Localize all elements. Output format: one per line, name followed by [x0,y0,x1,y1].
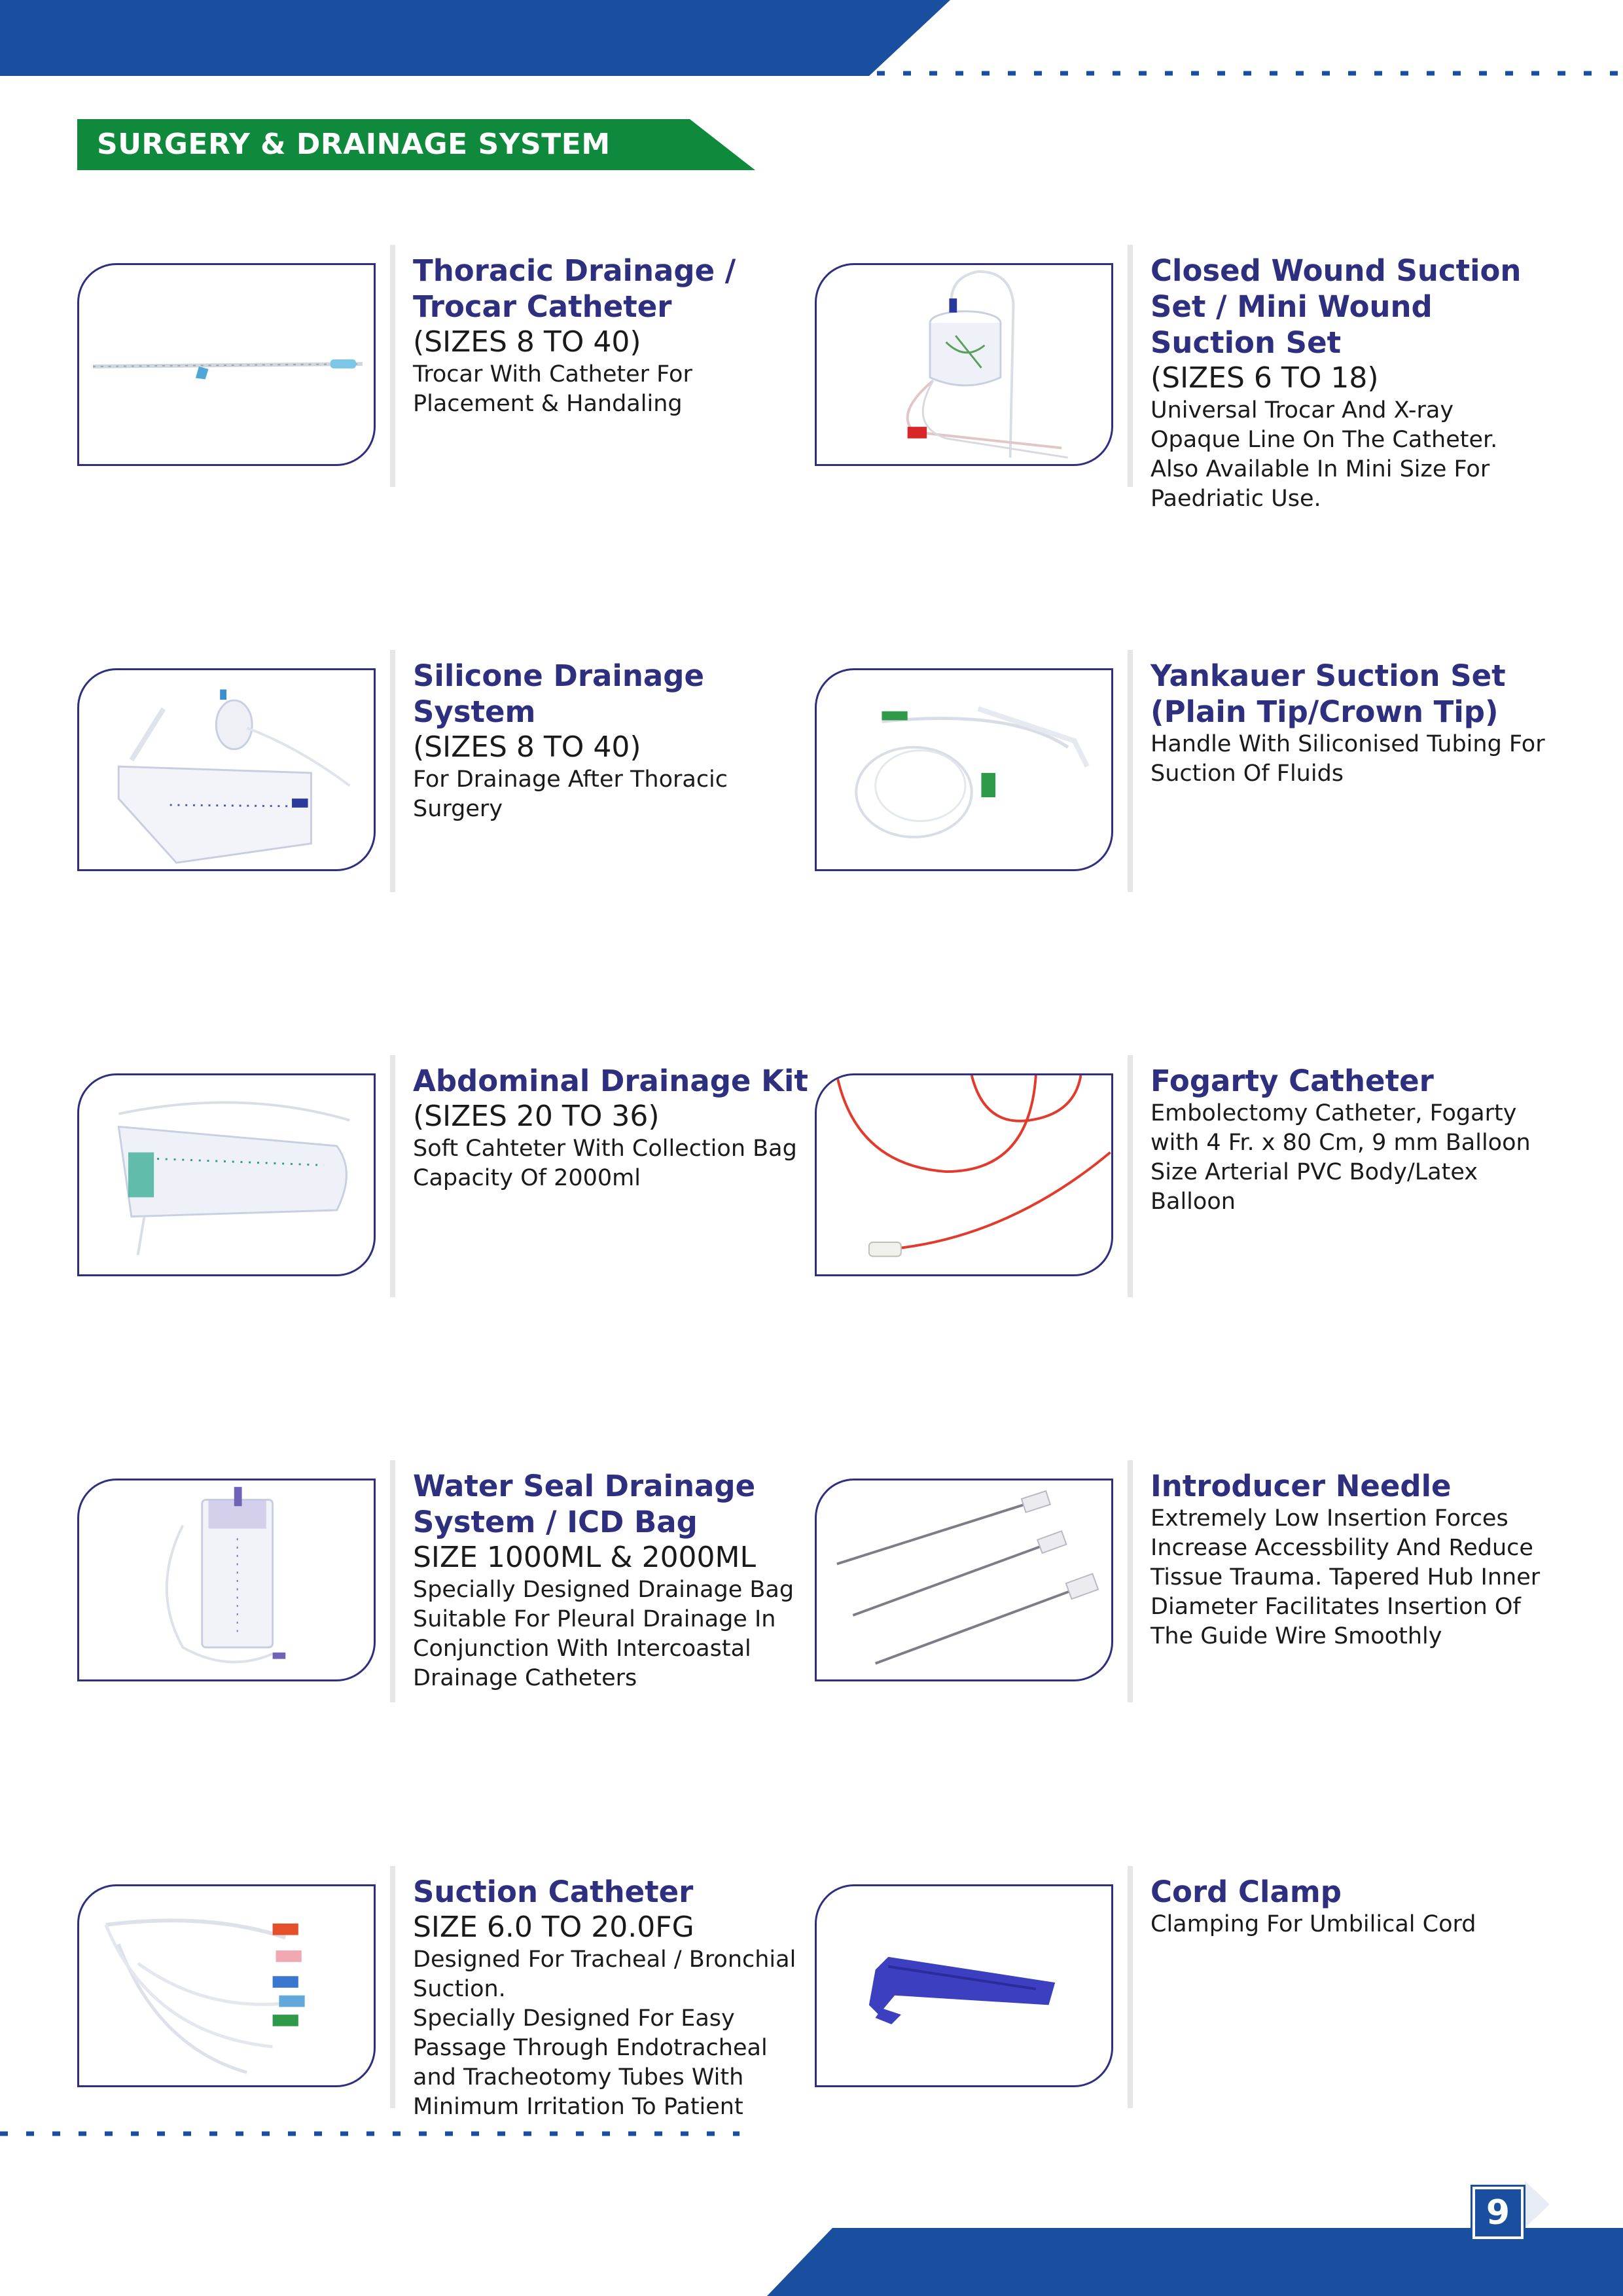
product-info [1150,1063,1550,1217]
introducer-needle-image [817,1480,1111,1679]
product-title: Abdominal Drainage Kit [413,1064,808,1098]
product-description: Universal Trocar And X-ray Opaque Line On The Catheter. Also Available In Mini Size For Paedriatic Use. [1150,397,1498,512]
product-image-frame [77,1479,376,1681]
product-yankauer-suction [815,650,1554,912]
divider [1128,650,1133,892]
product-title: Closed Wound Suction Set / Mini Wound Suction Set [1150,253,1522,360]
product-introducer-needle [815,1460,1554,1722]
product-info [413,253,812,419]
product-sizes: (SIZES 6 TO 18) [1150,361,1379,395]
product-title: Water Seal Drainage System / ICD Bag [413,1469,756,1539]
product-info [1150,658,1550,789]
product-image-frame [815,1479,1113,1681]
product-title: Yankauer Suction Set (Plain Tip/Crown Tip) [1150,658,1506,729]
product-info [413,658,812,824]
product-sizes: (SIZES 8 TO 40) [413,325,641,359]
product-description: Handle With Siliconised Tubing For Suction Of Fluids [1150,731,1545,787]
product-abdominal-drainage [77,1055,817,1317]
product-sizes: SIZE 6.0 TO 20.0FG [413,1910,694,1944]
fogarty-catheter-image [817,1075,1111,1274]
product-info [413,1063,812,1193]
product-image-frame [815,668,1113,871]
divider [1128,1460,1133,1702]
product-info [413,1874,812,2122]
product-title: Suction Catheter [413,1874,694,1909]
section-title: SURGERY & DRAINAGE SYSTEM [97,128,611,161]
wound-suction-image [817,265,1111,464]
product-title: Introducer Needle [1150,1469,1452,1503]
product-image-frame [815,1073,1113,1276]
product-silicone-drainage [77,650,817,912]
product-sizes: SIZE 1000ML & 2000ML [413,1541,757,1574]
product-title: Fogarty Catheter [1150,1064,1434,1098]
silicone-drainage-image [79,670,374,869]
product-description: Specially Designed For Easy Passage Through Endotracheal and Tracheotomy Tubes With Minimum Irritation To Patient [413,2005,768,2120]
water-seal-bag-image [79,1480,374,1679]
product-image-frame [815,1884,1113,2087]
product-closed-wound-suction [815,245,1554,512]
cord-clamp-image [817,1886,1111,2085]
product-info [1150,253,1550,514]
product-description: Designed For Tracheal / Bronchial Suction. [413,1946,796,2002]
product-image-frame [77,1884,376,2087]
product-cord-clamp [815,1866,1554,2128]
product-info [1150,1468,1550,1651]
product-image-frame [77,1073,376,1276]
product-image-frame [815,263,1113,466]
product-description: Trocar With Catheter For Placement & Handaling [413,361,692,417]
product-sizes: (SIZES 20 TO 36) [413,1100,660,1133]
product-description: Soft Cahteter With Collection Bag Capacity Of 2000ml [413,1136,797,1191]
product-description: Extremely Low Insertion Forces Increase Accessbility And Reduce Tissue Trauma. Tapered Hub Inner Diameter Facilitates Insertion Of The Guide Wire Smoothly [1150,1505,1541,1649]
product-sizes: (SIZES 8 TO 40) [413,730,641,764]
divider [390,1460,395,1702]
divider [1128,1866,1133,2108]
divider [390,1055,395,1297]
section-banner [77,119,755,170]
product-info [1150,1874,1550,1939]
divider [390,245,395,487]
product-water-seal-drainage [77,1460,817,1722]
product-description: Specially Designed Drainage Bag Suitable For Pleural Drainage In Conjunction With Intercoastal Drainage Catheters [413,1577,794,1691]
product-title: Silicone Drainage System [413,658,704,729]
product-description: Clamping For Umbilical Cord [1150,1911,1476,1937]
product-image-frame [77,263,376,466]
divider [390,1866,395,2108]
divider [390,650,395,892]
yankauer-suction-image [817,670,1111,869]
product-thoracic-drainage [77,245,817,507]
divider [1128,245,1133,487]
product-suction-catheter [77,1866,817,2128]
product-fogarty-catheter [815,1055,1554,1317]
product-title: Cord Clamp [1150,1874,1342,1909]
header-band [0,0,950,76]
product-description: Embolectomy Catheter, Fogarty with 4 Fr. x 80 Cm, 9 mm Balloon Size Arterial PVC Body/Latex Balloon [1150,1100,1531,1215]
suction-catheter-image [79,1886,374,2085]
product-title: Thoracic Drainage / Trocar Catheter [413,253,736,324]
footer-shadow [1525,2181,1550,2228]
product-info [413,1468,812,1693]
product-image-frame [77,668,376,871]
abdominal-drainage-image [79,1075,374,1274]
divider [1128,1055,1133,1297]
page-number: 9 [1472,2187,1524,2239]
product-description: For Drainage After Thoracic Surgery [413,766,728,822]
trocar-catheter-image [79,265,374,464]
